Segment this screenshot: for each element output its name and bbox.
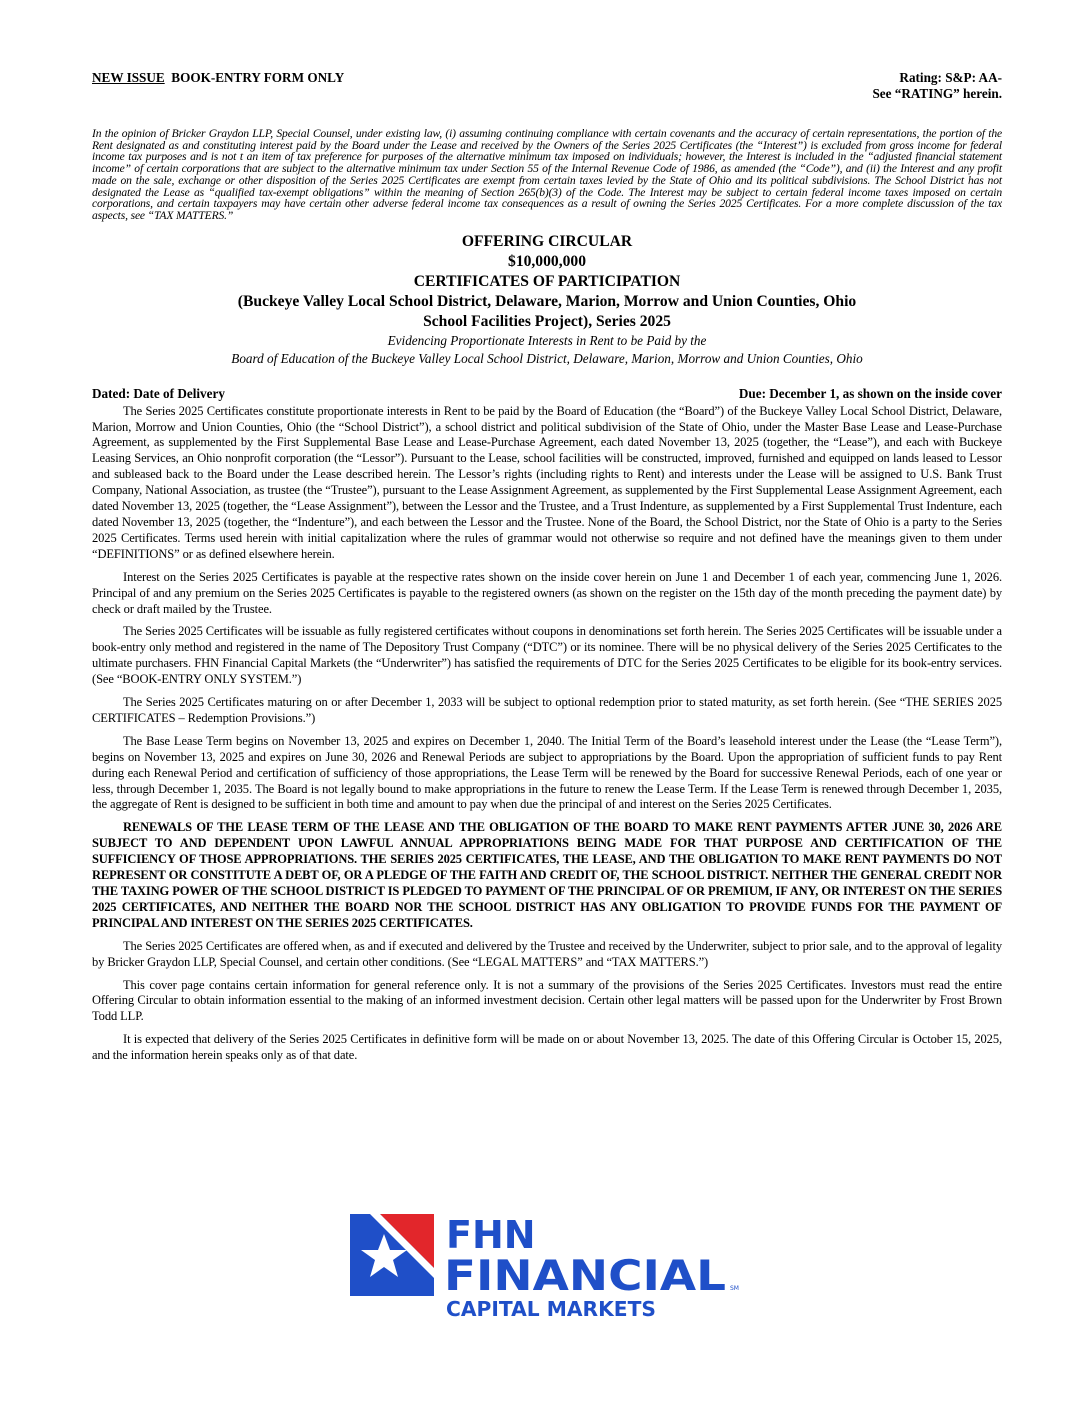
rating-block: [872, 70, 1002, 102]
paragraph: Interest on the Series 2025 Certificates is payable at the respective rates shown on the inside cover herein on June 1 and December 1 of each year, commencing June 1, 2026. Principal of and any premium on the Series 2025 Certificates is payable to the registered owners (as shown on the register on the 15th day of the month preceding the payment date) by check or draft mailed by the Trustee.: [92, 569, 1002, 616]
logo-capital-markets-text: CAPITAL MARKETS: [446, 1297, 656, 1321]
title-line-4: (Buckeye Valley Local School District, Delaware, Marion, Morrow and Union Counties, Ohio: [237, 292, 857, 310]
paragraph: The Base Lease Term begins on November 13, 2025 and expires on December 1, 2040. The Initial Term of the Board’s leasehold interest under the Lease (the “Lease Term”), begins on November 13, 2025 and expires on June 30, 2026 and Renewal Periods are subject to appropriations by the Board. Upon the appropriation of sufficient funds to pay Rent during each Renewal Period and certification of sufficiency of those appropriations, the Lease Term will be renewed by the Board for successive Renewal Periods, each of one year or less, through December 1, 2035. The Board is not legally bound to make appropriations in the future to renew the Lease Term. If the Lease Term is renewed through December 1, 2035, the aggregate of Rent is designed to be sufficient in both time and amount to pay when due the principal of and interest on the Series 2025 Certificates.: [92, 733, 1002, 812]
new-issue-label: NEW ISSUE: [92, 70, 165, 85]
header: [92, 70, 1002, 106]
paragraph: The Series 2025 Certificates will be issuable as fully registered certificates without coupons in denominations set forth herein. The Series 2025 Certificates will be issuable under a book-entry only method and registered in the name of The Depository Trust Company (“DTC”) or its nominee. There will be no physical delivery of the Series 2025 Certificates to the ultimate purchasers. FHN Financial Capital Markets (the “Underwriter”) has satisfied the requirements of DTC for the Series 2025 Certificates to be eligible for its book-entry services. (See “BOOK-ENTRY ONLY SYSTEM.”): [92, 624, 1002, 687]
subtitle-line-1: Evidencing Proportionate Interests in Rent to be Paid by the: [387, 332, 707, 348]
logo-fhn-text: FHN: [446, 1213, 536, 1257]
see-rating-label: See “RATING” herein.: [872, 86, 1002, 101]
fhn-financial-logo: [350, 1212, 750, 1322]
offering-subtitle: [92, 332, 1002, 368]
paragraph: The Series 2025 Certificates constitute proportionate interests in Rent to be paid by the Board of Education (the “Board”) of the Buckeye Valley Local School District, Delaware, Marion, Morrow and Union Counties, Ohio (the “School District”), a school district and political subdivision of the State of Ohio, under the Master Base Lease and Lease-Purchase Agreement, as supplemented by the First Supplemental Base Lease and Lease-Purchase Agreement, each dated November 13, 2025 (together, the “Lease”), and each with Buckeye Leasing Services, an Ohio nonprofit corporation (the “Lessor”). Pursuant to the Lease, school facilities will be constructed, improved, furnished and equipped on lands leased to Lessor and subleased back to the Board under the Lease described herein. The Lessor’s rights (including rights to Rent) and interests under the Lease will be assigned to U.S. Bank Trust Company, National Association, as trustee (the “Trustee”), pursuant to the Lease Assignment Agreement, as supplemented by the First Supplemental Lease Assignment Agreement, each dated November 13, 2025 (together, the “Lease Assignment”), between the Lessor and the Trustee, and a Trust Indenture, as supplemented by a First Supplemental Trust Indenture, each dated November 13, 2025 (together, the “Indenture”), and each between the Lessor and the Trustee. None of the Board, the School District, nor the State of Ohio is a party to the Series 2025 Certificates. Terms used herein with initial capitalization where the rules of grammar would not otherwise so require and not defined have the meanings given to them under “DEFINITIONS” or as defined elsewhere herein.: [92, 403, 1002, 561]
paragraph: It is expected that delivery of the Series 2025 Certificates in definitive form will be made on or about November 13, 2025. The date of this Offering Circular is October 15, 2025, and the information herein speaks only as of that date.: [92, 1032, 1002, 1063]
rating-label: Rating: S&P: AA-: [899, 70, 1002, 85]
renewal-disclaimer-paragraph: RENEWALS OF THE LEASE TERM OF THE LEASE AND THE OBLIGATION OF THE BOARD TO MAKE RENT PAYMENTS AFTER JUNE 30, 2026 ARE SUBJECT TO AND DEPENDENT UPON LAWFUL ANNUAL APPROPRIATIONS BEING MADE FOR THAT PURPOSE AND CERTIFICATION OF THE SUFFICIENCY OF THOSE APPROPRIATIONS. THE SERIES 2025 CERTIFICATES, THE LEASE, AND THE OBLIGATION TO MAKE RENT PAYMENTS DO NOT REPRESENT OR CONSTITUTE A DEBT OF, OR A PLEDGE OF THE FAITH AND CREDIT OF, THE SCHOOL DISTRICT. NEITHER THE GENERAL CREDIT NOR THE TAXING POWER OF THE SCHOOL DISTRICT IS PLEDGED TO PAYMENT OF THE PRINCIPAL OF OR PREMIUM, IF ANY, OR INTEREST ON THE SERIES 2025 CERTIFICATES, AND NEITHER THE BOARD NOR THE SCHOOL DISTRICT HAS ANY OBLIGATION TO PROVIDE FUNDS FOR THE PAYMENT OF PRINCIPAL AND INTEREST ON THE SERIES 2025 CERTIFICATES.: [92, 820, 1002, 930]
dated-label: Dated: Date of Delivery: [92, 385, 225, 401]
offering-circular-page: [92, 70, 1002, 1071]
logo-service-mark: SM: [730, 1285, 739, 1292]
title-line-5: School Facilities Project), Series 2025: [423, 312, 671, 330]
title-line-3: CERTIFICATES OF PARTICIPATION: [413, 272, 681, 290]
due-label: Due: December 1, as shown on the inside cover: [738, 385, 1002, 401]
body-text: [92, 404, 1002, 1064]
title-line-1: OFFERING CIRCULAR: [461, 232, 633, 250]
book-entry-label: BOOK-ENTRY FORM ONLY: [171, 70, 345, 85]
title-line-2: $10,000,000: [508, 252, 586, 270]
offering-title: [92, 232, 1002, 332]
paragraph: The Series 2025 Certificates are offered when, as and if executed and delivered by the Trustee and received by the Underwriter, subject to prior sale, and to the approval of legality by Bricker Graydon LLP, Special Counsel, and certain other conditions. (See “LEGAL MATTERS” and “TAX MATTERS.”): [92, 938, 1002, 969]
issue-type: [92, 70, 344, 86]
paragraph: The Series 2025 Certificates maturing on or after December 1, 2033 will be subject to optional redemption prior to stated maturity, as set forth herein. (See “THE SERIES 2025 CERTIFICATES – Redemption Provisions.”): [92, 695, 1002, 725]
paragraph: This cover page contains certain information for general reference only. It is not a summary of the provisions of the Series 2025 Certificates. Investors must read the entire Offering Circular to obtain information essential to the making of an informed investment decision. Certain other legal matters will be passed upon for the Underwriter by Frost Brown Todd LLP.: [92, 977, 1002, 1024]
subtitle-line-2: Board of Education of the Buckeye Valley Local School District, Delaware, Marion, Morrow and Union Counties, Ohio: [231, 350, 863, 366]
logo-financial-text: FINANCIAL: [444, 1251, 726, 1300]
tax-opinion-paragraph: In the opinion of Bricker Graydon LLP, Special Counsel, under existing law, (i) assuming continuing compliance with certain covenants and the accuracy of certain representations, the portion of the Rent designated as and constituting interest paid by the Board under the Lease and received by the Owners of the Series 2025 Certificates (the “Interest”) is excluded from gross income for federal income tax purposes and is not t an item of tax preference for purposes of the alternative minimum tax imposed on individuals; however, the Interest is included in the “adjusted financial statement income” of certain corporations that are subject to the alternative minimum tax under Section 55 of the Internal Revenue Code of 1986, as amended (the “Code”), and (ii) the Interest and any profit made on the sale, exchange or other disposition of the Series 2025 Certificates are exempt from certain taxes levied by the State of Ohio and its political subdivisions. The School District has not designated the Lease as “qualified tax-exempt obligations” within the meaning of Section 265(b)(3) of the Code. The Interest may be subject to certain federal income taxes imposed on certain corporations, and certain taxpayers may have certain other adverse federal income tax consequences as a result of owning the Series 2025 Certificates. For a more complete discussion of the tax aspects, see “TAX MATTERS.”: [92, 127, 1002, 222]
dated-due-row: [92, 386, 1002, 404]
flag-star-icon: [350, 1214, 434, 1296]
